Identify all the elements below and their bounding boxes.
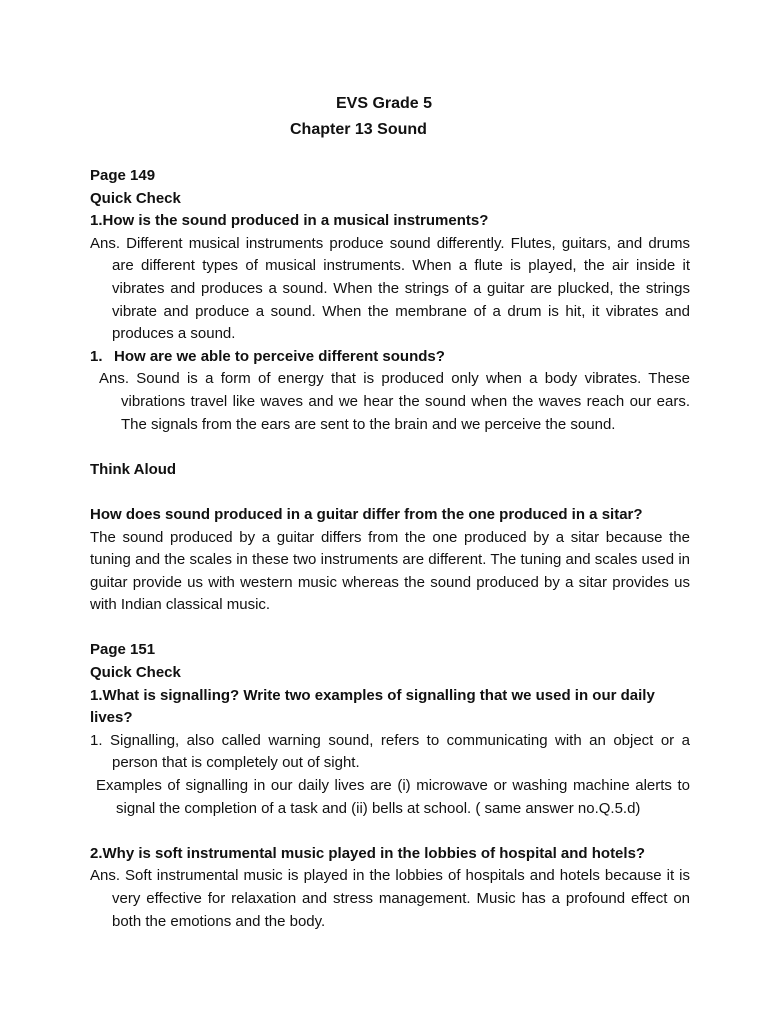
answer-soft-music: Ans. Soft instrumental music is played in the lobbies of hospitals and hotels because it is very effective for relaxation and stress management. Music has a profound effect on both the emotions and the body.	[90, 867, 690, 930]
think-aloud-question: How does sound produced in a guitar differ from the one produced in a sitar?	[90, 505, 643, 523]
answer-signalling-part2: Examples of signalling in our daily lives are (i) microwave or washing machine alerts to signal the completion of a task and (ii) bells at school. ( same answer no.Q.5.d)	[96, 777, 690, 817]
chapter-title: Chapter 13 Sound	[290, 121, 427, 138]
question-1: 1.How is the sound produced in a musical instruments?	[90, 212, 489, 230]
question-2	[90, 346, 690, 369]
answer-2: Ans. Sound is a form of energy that is produced only when a body vibrates. These vibrations travel like waves and we hear the sound when the waves reach our ears. The signals from the ears are sent to the brain and we perceive the sound.	[99, 370, 690, 433]
section-heading-think-aloud: Think Aloud	[90, 460, 177, 478]
question-2-text: How are we able to perceive different sounds?	[114, 347, 445, 365]
page-reference-149: Page 149	[90, 167, 156, 184]
question-2-number: 1.	[90, 347, 103, 365]
section-heading-quick-check-2: Quick Check	[90, 664, 181, 682]
answer-signalling-part1: 1. Signalling, also called warning sound, refers to communicating with an object or a person that is completely out of sight.	[90, 731, 690, 772]
question-signalling: 1.What is signalling? Write two examples of signalling that we used in our daily lives?	[90, 686, 655, 727]
section-heading-quick-check: Quick Check	[90, 189, 181, 207]
answer-1: Ans. Different musical instruments produce sound differently. Flutes, guitars, and drums are different types of musical instruments. When a flute is played, the air inside it vibrates and produces a sound. When the strings of a guitar are plucked, the strings vibrate and produce a sound. When the membrane of a drum is hit, it vibrates and produces a sound.	[90, 234, 690, 343]
document-title: EVS Grade 5	[336, 95, 433, 112]
document-body	[90, 165, 690, 933]
think-aloud-answer: The sound produced by a guitar differs from the one produced by a sitar because the tuning and the scales in these two instruments are different. The tuning and scales used in guitar provide us with western music whereas the sound produced by a sitar provides us with Indian classical music.	[90, 528, 690, 614]
page-reference-151: Page 151	[90, 641, 156, 659]
question-soft-music: 2.Why is soft instrumental music played in the lobbies of hospital and hotels?	[90, 844, 646, 862]
